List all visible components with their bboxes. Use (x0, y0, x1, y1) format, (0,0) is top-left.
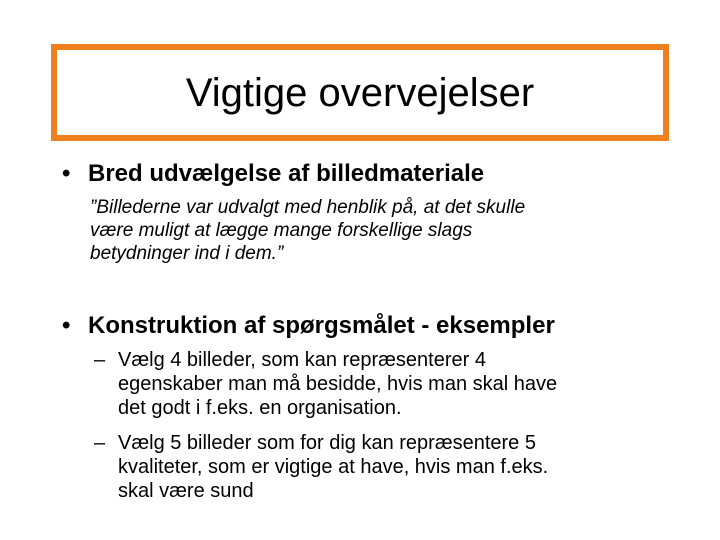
dash-marker: – (94, 432, 106, 454)
quote-line: være muligt at lægge mange forskellige slags (90, 220, 473, 241)
bullet-marker: • (62, 160, 71, 187)
sub-item-line (94, 431, 548, 455)
sub-item-line: det godt i f.eks. en organisation. (118, 397, 402, 419)
bullet-text: Bred udvælgelse af billedmateriale (88, 160, 485, 187)
quote-line: ”Billederne var udvalgt med henblik på, at det skulle (90, 197, 526, 218)
sub-item-text: Vælg 4 billeder, som kan repræsenterer 4 (118, 349, 486, 371)
title-box (51, 44, 669, 141)
bullet-item-1 (62, 160, 484, 188)
sub-item-text: Vælg 5 billeder som for dig kan repræsentere 5 (118, 432, 536, 454)
bullet-marker: • (62, 312, 71, 339)
slide-title: Vigtige overvejelser (185, 70, 535, 115)
bullet-text: Konstruktion af spørgsmålet - eksempler (88, 312, 555, 339)
quote-block (90, 196, 650, 265)
sub-item-2 (94, 431, 548, 503)
sub-item-line: egenskaber man må besidde, hvis man skal have (118, 373, 558, 395)
sub-item-line (94, 348, 557, 372)
sub-item-1 (94, 348, 557, 420)
bullet-item-2 (62, 312, 555, 340)
quote-line: betydninger ind i dem.” (90, 243, 284, 264)
sub-item-line: skal være sund (118, 480, 254, 502)
dash-marker: – (94, 349, 106, 371)
sub-item-line: kvaliteter, som er vigtige at have, hvis man f.eks. (118, 456, 549, 478)
